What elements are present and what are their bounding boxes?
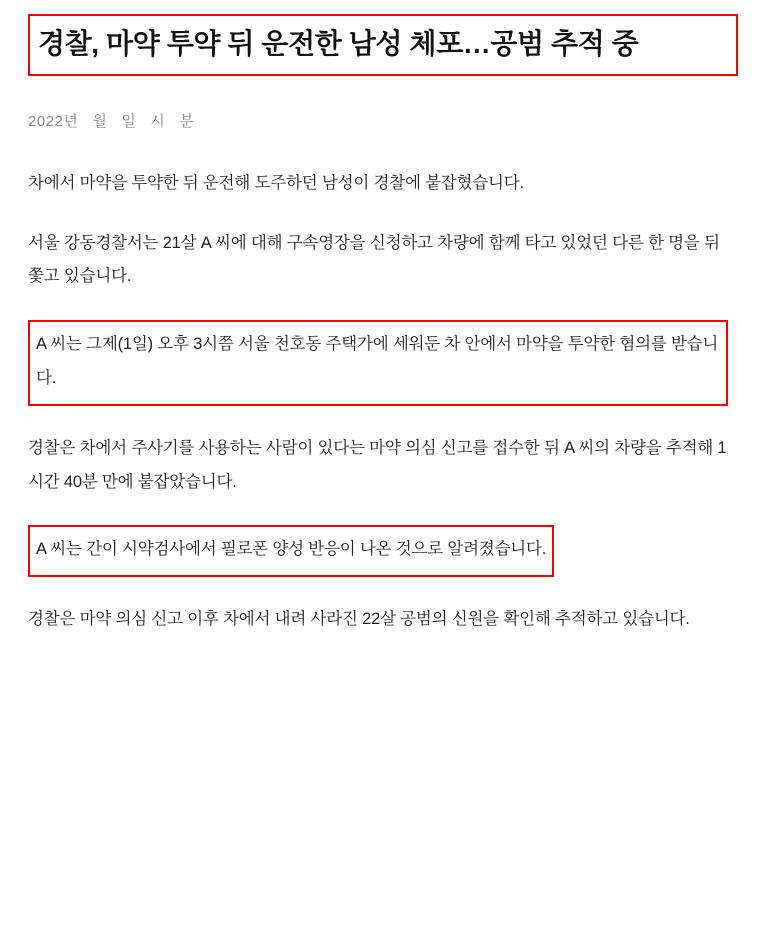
- highlight-box-wrapper: [28, 525, 740, 577]
- article-paragraph: 서울 강동경찰서는 21살 A 씨에 대해 구속영장을 신청하고 차량에 함께 타고 있었던 다른 한 명을 뒤쫓고 있습니다.: [28, 233, 720, 286]
- date-minute: 분: [179, 112, 195, 130]
- article-body: [28, 167, 740, 637]
- article-paragraph-highlighted: A 씨는 간이 시약검사에서 필로폰 양성 반응이 나온 것으로 알려졌습니다.: [28, 525, 554, 577]
- article-paragraph-highlighted: A 씨는 그제(1일) 오후 3시쯤 서울 천호동 주택가에 세워둔 차 안에서 마약을 투약한 혐의를 받습니다.: [28, 320, 728, 406]
- date-day: 일: [121, 112, 137, 130]
- article-paragraph: 경찰은 차에서 주사기를 사용하는 사람이 있다는 마약 의심 신고를 접수한 뒤 A 씨의 차량을 추적해 1시간 40분 만에 붙잡았습니다.: [28, 438, 727, 491]
- page-title: 경찰, 마약 투약 뒤 운전한 남성 체포…공범 추적 중: [38, 28, 639, 59]
- date-hour: 시: [150, 112, 166, 130]
- date-year: 2022년: [28, 112, 79, 130]
- article-title-highlight-box: [28, 14, 738, 76]
- article-paragraph: 차에서 마약을 투약한 뒤 운전해 도주하던 남성이 경찰에 붙잡혔습니다.: [28, 173, 524, 192]
- article-page: [0, 14, 768, 925]
- date-month: 월: [92, 112, 108, 130]
- article-paragraph: 경찰은 마약 의심 신고 이후 차에서 내려 사라진 22살 공범의 신원을 확인해 추적하고 있습니다.: [28, 610, 690, 629]
- article-date-row: [28, 110, 740, 131]
